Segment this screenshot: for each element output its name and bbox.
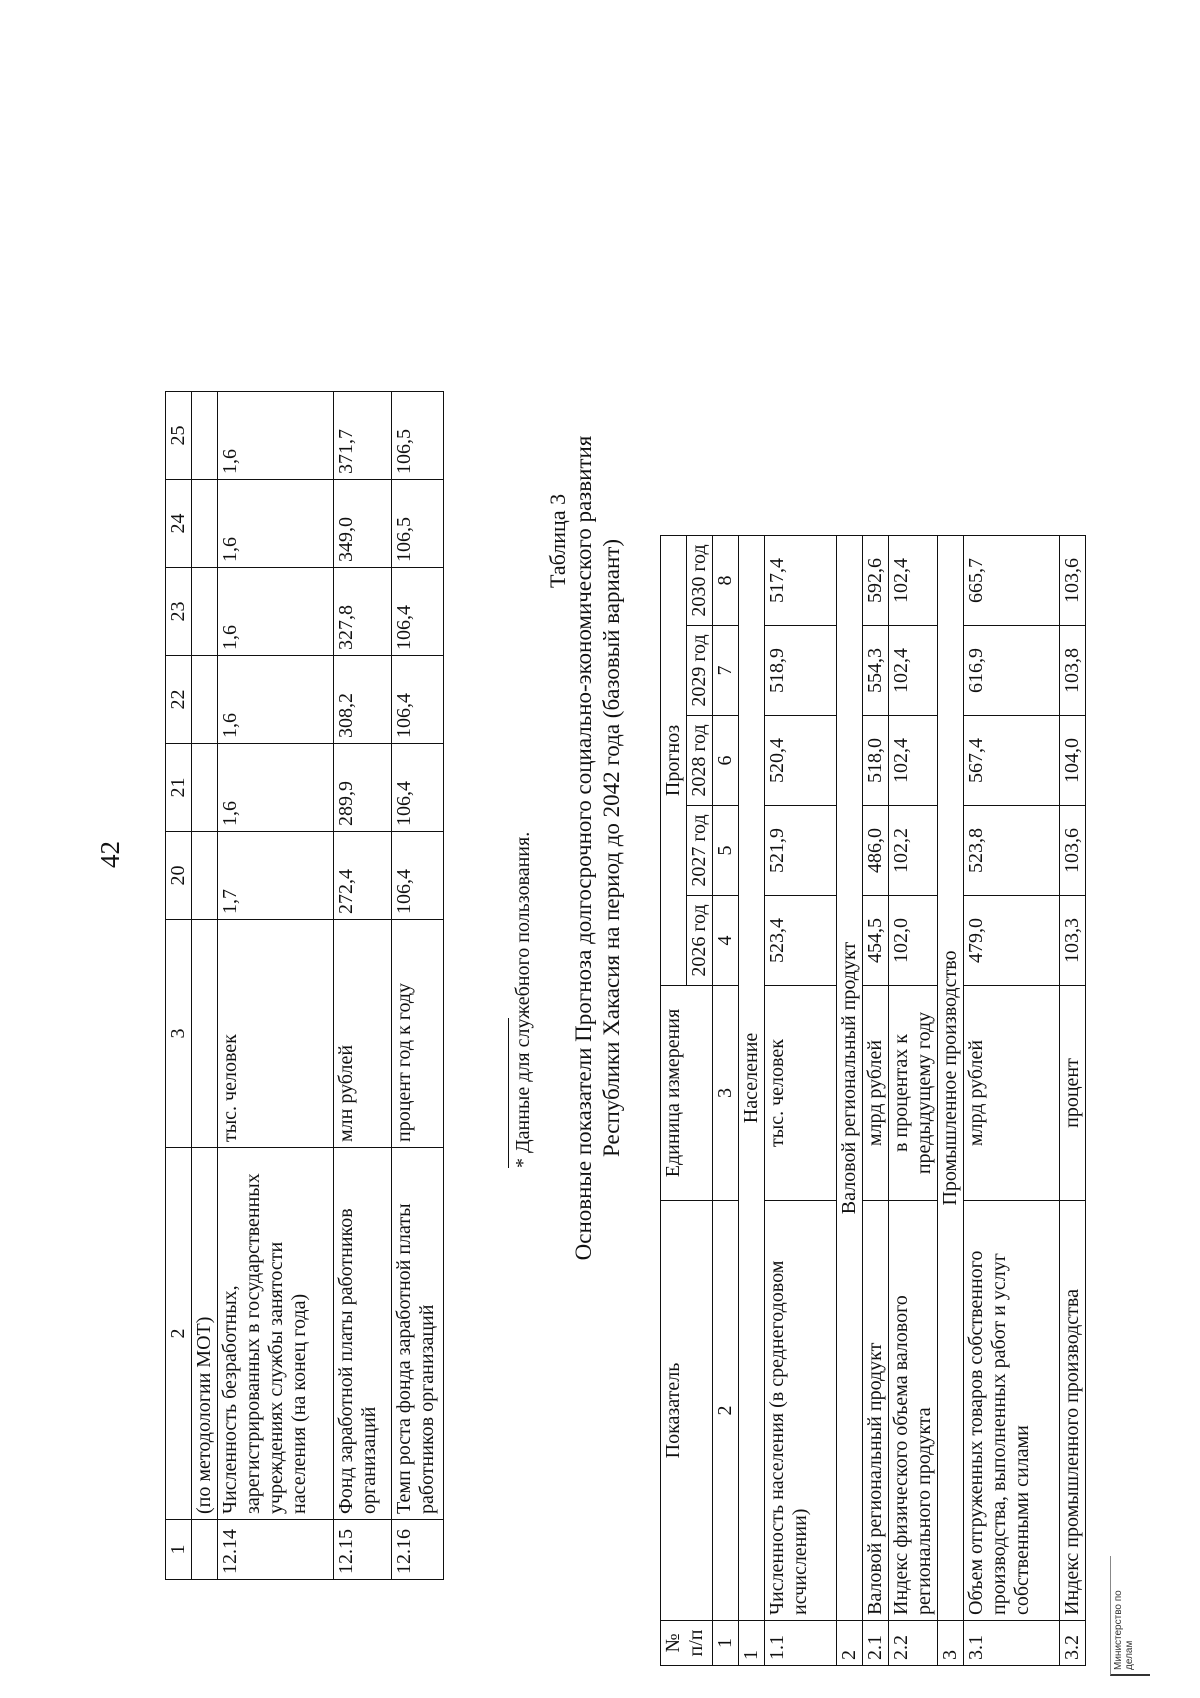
value-cell: 106,4: [392, 744, 444, 832]
value-cell: 1,7: [218, 832, 334, 920]
value-cell: 1,6: [218, 392, 334, 480]
row-unit: млн рублей: [334, 920, 392, 1148]
forecast-table: [660, 535, 1086, 1666]
header-cell: 21: [166, 744, 192, 832]
row-unit: в процентах к предыдущему году: [889, 986, 938, 1201]
row-name: Темп роста фонда заработной платы работников организаций: [392, 1148, 444, 1520]
value-cell: 327,8: [334, 568, 392, 656]
table-header-row: [166, 392, 192, 1580]
value-cell: 102,4: [889, 626, 938, 716]
row-name: Индекс промышленного производства: [1060, 1201, 1086, 1621]
table-header-row: [661, 536, 687, 1666]
column-number: 4: [713, 896, 739, 986]
section-number: 3: [938, 1621, 964, 1666]
row-number: 2.1: [863, 1621, 889, 1666]
value-cell: 518,9: [765, 626, 837, 716]
table-row: [889, 536, 938, 1666]
value-cell: 616,9: [964, 626, 1060, 716]
value-cell: 1,6: [218, 480, 334, 568]
section-row: [938, 536, 964, 1666]
header-forecast: Прогноз: [661, 536, 687, 986]
value-cell: 486,0: [863, 806, 889, 896]
header-cell: 1: [166, 1520, 192, 1580]
row-name: Валовой региональный продукт: [863, 1201, 889, 1621]
header-cell: 3: [166, 920, 192, 1148]
header-year: 2030 год: [687, 536, 713, 626]
table-title-line-1: Основные показатели Прогноза долгосрочного социально-экономического развития: [571, 435, 596, 1261]
table-row: [964, 536, 1060, 1666]
value-cell: 523,8: [964, 806, 1060, 896]
value-cell: 103,6: [1060, 536, 1086, 626]
indicators-table-continued: [165, 391, 444, 1580]
row-name: Фонд заработной платы работников организаций: [334, 1148, 392, 1520]
value-cell: 102,2: [889, 806, 938, 896]
header-unit: Единица измерения: [661, 986, 713, 1201]
value-cell: 517,4: [765, 536, 837, 626]
table-row: [392, 392, 444, 1580]
column-number: 8: [713, 536, 739, 626]
section-title: Промышленное производство: [938, 536, 964, 1621]
value-cell: 102,4: [889, 536, 938, 626]
header-cell: 22: [166, 656, 192, 744]
value-cell: 102,4: [889, 716, 938, 806]
table-row: [1060, 536, 1086, 1666]
table-row: [765, 536, 837, 1666]
row-unit: тыс. человек: [218, 920, 334, 1148]
header-cell: 24: [166, 480, 192, 568]
value-cell: 592,6: [863, 536, 889, 626]
row-number: 12.16: [392, 1520, 444, 1580]
value-cell: 1,6: [218, 568, 334, 656]
value-cell: 349,0: [334, 480, 392, 568]
value-cell: 479,0: [964, 896, 1060, 986]
header-cell: 23: [166, 568, 192, 656]
column-number: 3: [713, 986, 739, 1201]
value-cell: 289,9: [334, 744, 392, 832]
header-year: 2029 год: [687, 626, 713, 716]
value-cell: 308,2: [334, 656, 392, 744]
header-cell: 25: [166, 392, 192, 480]
row-number: 2.2: [889, 1621, 938, 1666]
row-name: Объем отгруженных товаров собственного производства, выполненных работ и услуг собственными силами: [964, 1201, 1060, 1621]
value-cell: 567,4: [964, 716, 1060, 806]
column-number: 5: [713, 806, 739, 896]
value-cell: 520,4: [765, 716, 837, 806]
header-year: 2028 год: [687, 716, 713, 806]
section-row: [739, 536, 765, 1666]
value-cell: 272,4: [334, 832, 392, 920]
section-title: Валовой региональный продукт: [837, 536, 863, 1621]
value-cell: 106,5: [392, 480, 444, 568]
page-number: 42: [95, 841, 125, 868]
row-unit: тыс. человек: [765, 986, 837, 1201]
value-cell: 106,5: [392, 392, 444, 480]
value-cell: 371,7: [334, 392, 392, 480]
header-cell: 20: [166, 832, 192, 920]
table-row: [334, 392, 392, 1580]
value-cell: 521,9: [765, 806, 837, 896]
value-cell: 454,5: [863, 896, 889, 986]
table-title-line-2: Республики Хакасия на период до 2042 года (базовый вариант): [599, 539, 624, 1157]
value-cell: 106,4: [392, 832, 444, 920]
value-cell: 1,6: [218, 744, 334, 832]
row-unit: млрд рублей: [964, 986, 1060, 1201]
row-unit: млрд рублей: [863, 986, 889, 1201]
header-number: № п/п: [661, 1621, 713, 1666]
footnote-divider: [508, 1018, 509, 1168]
continuation-cell: (по методологии МОТ): [192, 1148, 218, 1520]
table-row: [192, 392, 218, 1580]
value-cell: 523,4: [765, 896, 837, 986]
header-cell: 2: [166, 1148, 192, 1520]
table-caption: Таблица 3: [545, 493, 570, 588]
value-cell: 554,3: [863, 626, 889, 716]
row-number: 12.15: [334, 1520, 392, 1580]
value-cell: 518,0: [863, 716, 889, 806]
column-number: 1: [713, 1621, 739, 1666]
ministry-stamp: Министерство по делам: [1110, 1556, 1150, 1676]
row-name: Численность безработных, зарегистрированных в государственных учреждениях службы занятости населения (на конец года): [218, 1148, 334, 1520]
value-cell: 103,8: [1060, 626, 1086, 716]
value-cell: 102,0: [889, 896, 938, 986]
table-row: [218, 392, 334, 1580]
row-unit: процент: [1060, 986, 1086, 1201]
header-year: 2026 год: [687, 896, 713, 986]
table-row: [863, 536, 889, 1666]
section-number: 1: [739, 1621, 765, 1666]
value-cell: 103,6: [1060, 806, 1086, 896]
row-name: Индекс физического объема валового регионального продукта: [889, 1201, 938, 1621]
section-title: Население: [739, 536, 765, 1621]
row-number: 1.1: [765, 1621, 837, 1666]
row-number: 3.1: [964, 1621, 1060, 1666]
section-number: 2: [837, 1621, 863, 1666]
value-cell: 106,4: [392, 656, 444, 744]
column-number-row: [713, 536, 739, 1666]
value-cell: 104,0: [1060, 716, 1086, 806]
row-name: Численность населения (в среднегодовом исчислении): [765, 1201, 837, 1621]
row-unit: процент год к году: [392, 920, 444, 1148]
row-number: 12.14: [218, 1520, 334, 1580]
section-row: [837, 536, 863, 1666]
value-cell: 106,4: [392, 568, 444, 656]
column-number: 2: [713, 1201, 739, 1621]
footnote: * Данные для служебного пользования.: [512, 831, 534, 1168]
header-year: 2027 год: [687, 806, 713, 896]
column-number: 7: [713, 626, 739, 716]
value-cell: 665,7: [964, 536, 1060, 626]
row-number: 3.2: [1060, 1621, 1086, 1666]
column-number: 6: [713, 716, 739, 806]
value-cell: 103,3: [1060, 896, 1086, 986]
value-cell: 1,6: [218, 656, 334, 744]
header-indicator: Показатель: [661, 1201, 713, 1621]
